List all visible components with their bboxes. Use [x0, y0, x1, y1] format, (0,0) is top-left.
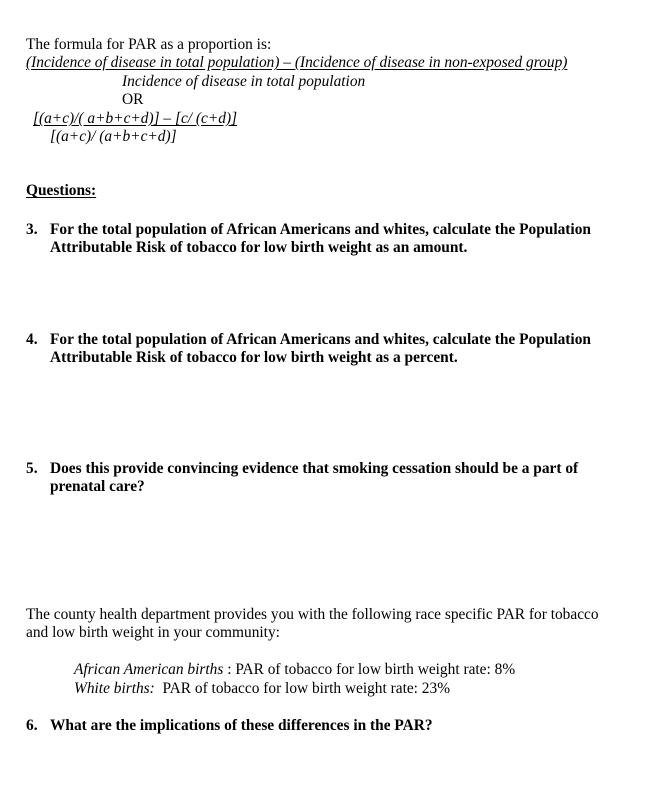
formula-intro: The formula for PAR as a proportion is:: [26, 36, 272, 53]
rate-separator: [155, 680, 163, 697]
formula-numerator: (Incidence of disease in total population) – (Incidence of disease in non-exposed group): [26, 54, 568, 71]
rate-text: PAR of tobacco for low birth weight rate: 23%: [162, 680, 451, 697]
rate-text: PAR of tobacco for low birth weight rate: 8%: [235, 661, 516, 678]
questions-heading: Questions:: [26, 182, 97, 199]
formula-denominator: Incidence of disease in total population: [122, 73, 366, 90]
rate-label: White births:: [74, 680, 155, 697]
question-number: 4.: [26, 331, 38, 348]
question-text-line2: prenatal care?: [50, 478, 145, 495]
formula-or: OR: [122, 91, 144, 108]
formula-alt-numerator: [(a+c)/( a+b+c+d)] – [c/ (c+d)]: [33, 110, 238, 127]
formula-alt-denominator: [(a+c)/ (a+b+c+d)]: [50, 128, 177, 145]
question-number: 5.: [26, 460, 38, 477]
county-text-line2: and low birth weight in your community:: [26, 624, 280, 641]
question-text-line2: Attributable Risk of tobacco for low birth weight as an amount.: [50, 239, 468, 256]
question-text-line2: Attributable Risk of tobacco for low birth weight as a percent.: [50, 349, 458, 366]
question-text-line1: For the total population of African Americans and whites, calculate the Population: [50, 331, 591, 348]
question-text-line1: For the total population of African Americans and whites, calculate the Population: [50, 221, 591, 238]
rate-separator: :: [223, 661, 236, 678]
rate-label: African American births: [74, 661, 224, 678]
rate-white: [74, 680, 450, 697]
question-number: 6.: [26, 717, 38, 734]
question-text-line1: Does this provide convincing evidence that smoking cessation should be a part of: [50, 460, 579, 477]
question-text-line1: What are the implications of these differences in the PAR?: [50, 717, 433, 734]
rate-african-american: [74, 661, 515, 678]
question-number: 3.: [26, 221, 38, 238]
county-text-line1: The county health department provides you with the following race specific PAR for tobacco: [26, 606, 599, 623]
